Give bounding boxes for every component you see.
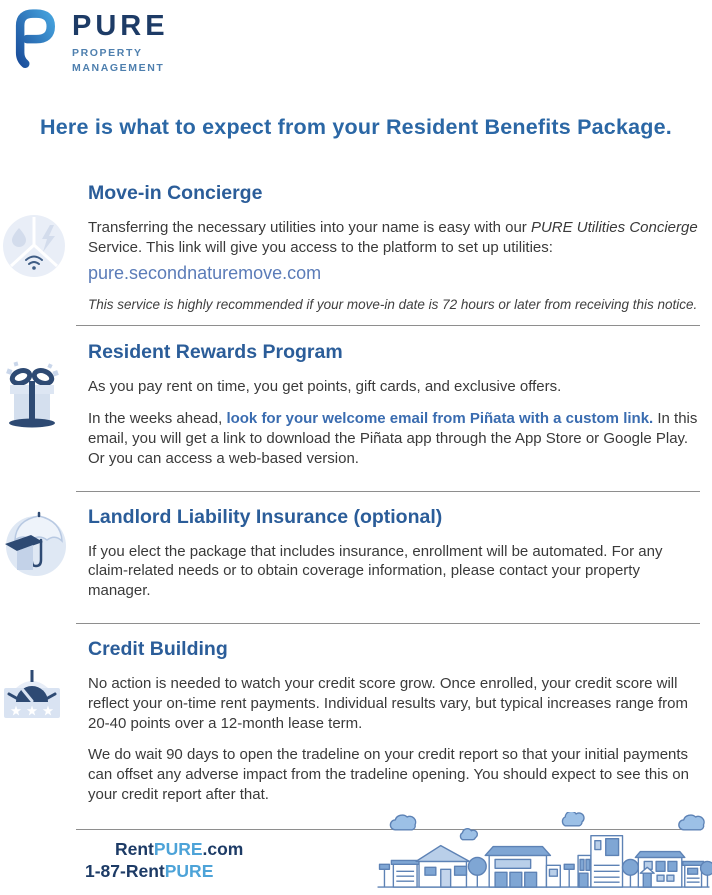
divider bbox=[76, 325, 700, 326]
pure-logo-mark-icon bbox=[12, 6, 64, 74]
gift-icon bbox=[0, 341, 88, 480]
brand-tagline: PROPERTY MANAGEMENT bbox=[72, 47, 165, 74]
section-liability-insurance bbox=[0, 506, 712, 613]
section-title: Credit Building bbox=[88, 637, 228, 660]
italic-term: PURE Utilities Concierge bbox=[530, 219, 698, 237]
section-title: Landlord Liability Insurance (optional) bbox=[88, 505, 443, 528]
utilities-icon bbox=[0, 182, 88, 313]
section-paragraph: If you elect the package that includes insurance, enrollment will be automated. For any claim-related needs or to obtain coverage information, please contact your property manager. bbox=[88, 542, 663, 600]
utilities-setup-link[interactable]: pure.secondnaturemove.com bbox=[88, 262, 322, 283]
page-footer bbox=[0, 812, 712, 893]
section-credit-building bbox=[0, 638, 712, 817]
brand-header bbox=[0, 0, 712, 75]
brand-text bbox=[72, 6, 169, 75]
umbrella-house-icon bbox=[0, 506, 88, 613]
section-paragraph: No action is needed to watch your credit score grow. Once enrolled, your credit score will reflect your on-time rent payments. Individual results vary, but typical increases range from 20-40 points over a 12-month lease term. bbox=[88, 674, 688, 732]
neighborhood-illustration-icon bbox=[375, 812, 712, 893]
section-title: Resident Rewards Program bbox=[88, 341, 343, 364]
brand-name: PURE bbox=[72, 10, 169, 42]
section-paragraph: Transferring the necessary utilities into your name is easy with our PURE Utilities Concierge Service. This link will give you access to the platform to set up utilities: bbox=[88, 219, 698, 257]
section-resident-rewards bbox=[0, 341, 712, 480]
credit-gauge-icon bbox=[0, 638, 88, 817]
website-text: RentPURE.com bbox=[115, 839, 244, 860]
section-paragraph: In the weeks ahead, look for your welcome email from Piñata with a custom link. In this email, you will get a link to download the Piñata app through the App Store or Google Play. Or you can access a web-based version. bbox=[88, 410, 698, 467]
recommendation-note: This service is highly recommended if your move-in date is 72 hours or later from receiving this notice. bbox=[88, 296, 698, 312]
page-title: Here is what to expect from your Resident Benefits Package. bbox=[40, 115, 672, 140]
section-title: Move-in Concierge bbox=[88, 182, 263, 205]
section-paragraph: As you pay rent on time, you get points, gift cards, and exclusive offers. bbox=[88, 378, 562, 396]
divider bbox=[76, 491, 700, 492]
section-paragraph: We do wait 90 days to open the tradeline on your credit report so that your initial payments can offset any adverse impact from the tradeline opening. You should expect to see this on your credit report after that. bbox=[88, 746, 689, 803]
divider bbox=[76, 623, 700, 624]
welcome-email-emphasis: look for your welcome email from Piñata with a custom link. bbox=[226, 410, 654, 428]
section-move-in-concierge bbox=[0, 182, 712, 313]
contact-block bbox=[0, 839, 243, 893]
phone-text: 1-87-RentPURE bbox=[85, 861, 214, 882]
